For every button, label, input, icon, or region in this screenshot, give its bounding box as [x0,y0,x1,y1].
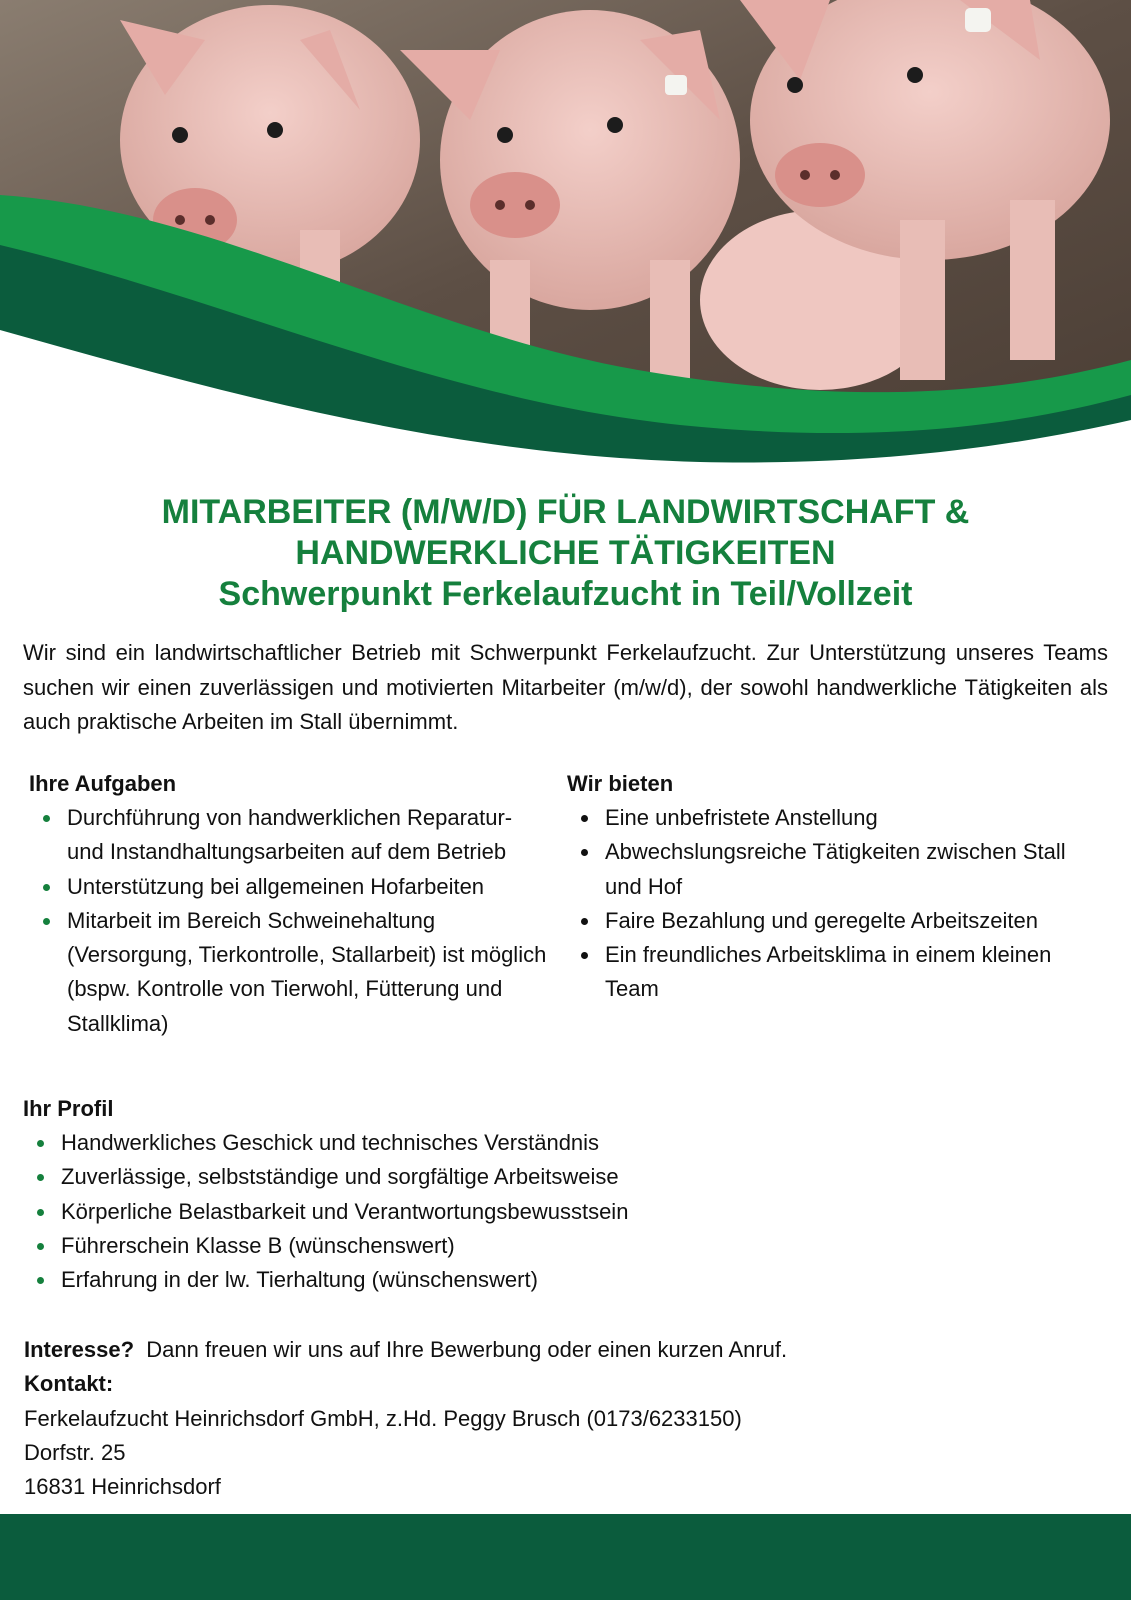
list-item [567,835,1097,904]
bullet-icon [37,1209,44,1216]
bullet-icon [37,1277,44,1284]
list-item-text: Faire Bezahlung und geregelte Arbeitszeiten [605,907,1038,933]
list-item-text: Führerschein Klasse B (wünschenswert) [61,1232,455,1258]
list-item [23,1126,923,1160]
title-line-1: MITARBEITER (M/W/D) FÜR LANDWIRTSCHAFT & [161,493,970,531]
list-item [29,870,549,904]
bullet-icon [581,849,588,856]
bullet-icon [43,815,50,822]
title-line-2: HANDWERKLICHE TÄTIGKEITEN [295,534,836,572]
section-bieten [567,767,1097,1007]
bullet-icon [37,1140,44,1147]
bullet-icon [581,952,588,959]
job-title [0,492,1131,615]
list-item [567,904,1097,938]
list-item [567,938,1097,1007]
list-item-text: Durchführung von handwerklichen Reparatur- und Instandhaltungsarbeiten auf dem Betrieb [67,805,513,865]
bieten-list [567,801,1097,1007]
list-item-text: Eine unbefristete Anstellung [605,805,878,830]
list-item [567,801,1097,835]
contact-block [24,1333,1024,1504]
contact-street: Dorfstr. 25 [24,1439,126,1465]
list-item [23,1263,923,1297]
list-item-text: Ein freundliches Arbeitsklima in einem kleinen Team [605,942,1052,1002]
list-item [29,801,549,870]
list-item-text: Handwerkliches Geschick und technisches Verständnis [61,1130,600,1155]
contact-city: 16831 Heinrichsdorf [24,1474,221,1500]
bullet-icon [37,1243,44,1250]
hero-photo [0,0,1131,475]
profil-heading: Ihr Profil [23,1096,114,1121]
bullet-icon [43,884,50,891]
contact-label: Kontakt: [24,1371,114,1397]
list-item [29,904,549,1041]
aufgaben-heading: Ihre Aufgaben [29,771,177,796]
bullet-icon [43,918,50,925]
list-item-text: Körperliche Belastbarkeit und Verantwortungsbewusstsein [61,1198,629,1224]
section-aufgaben [29,767,549,1041]
list-item-text: Unterstützung bei allgemeinen Hofarbeiten [67,873,485,899]
profil-list [23,1126,923,1297]
list-item-text: Erfahrung in der lw. Tierhaltung (wünschenswert) [61,1267,538,1293]
footer-bar [0,1514,1131,1600]
contact-company: Ferkelaufzucht Heinrichsdorf GmbH, z.Hd. Peggy Brusch (0173/6233150) [24,1405,742,1431]
bullet-icon [37,1174,44,1181]
list-item-text: Mitarbeit im Bereich Schweinehaltung (Versorgung, Tierkontrolle, Stallarbeit) ist möglich (bspw. Kontrolle von Tierwohl, Fütterung und Stallklima) [67,907,547,1036]
aufgaben-list [29,801,549,1041]
interest-text: Dann freuen wir uns auf Ihre Bewerbung oder einen kurzen Anruf. [146,1337,788,1362]
hero-banner [0,0,1131,475]
list-item-text: Abwechslungsreiche Tätigkeiten zwischen Stall und Hof [605,839,1066,899]
interest-label: Interesse? [24,1337,135,1362]
list-item-text: Zuverlässige, selbstständige und sorgfältige Arbeitsweise [61,1164,619,1190]
bieten-heading: Wir bieten [567,771,674,796]
bullet-icon [581,815,588,822]
section-profil [23,1092,923,1297]
intro-paragraph: Wir sind ein landwirtschaftlicher Betrieb mit Schwerpunkt Ferkelaufzucht. Zur Unterstützung unseres Teams suchen wir einen zuverlässigen und motivierten Mitarbeiter (m/w/d), der sowohl handwerkliche Tätigkeiten als auch praktische Arbeiten im Stall übernimmt. [23,640,1108,734]
list-item [23,1195,923,1229]
list-item [23,1160,923,1194]
list-item [23,1229,923,1263]
bullet-icon [581,918,588,925]
interest-line [24,1333,1024,1367]
title-subline: Schwerpunkt Ferkelaufzucht in Teil/Vollzeit [218,575,913,613]
